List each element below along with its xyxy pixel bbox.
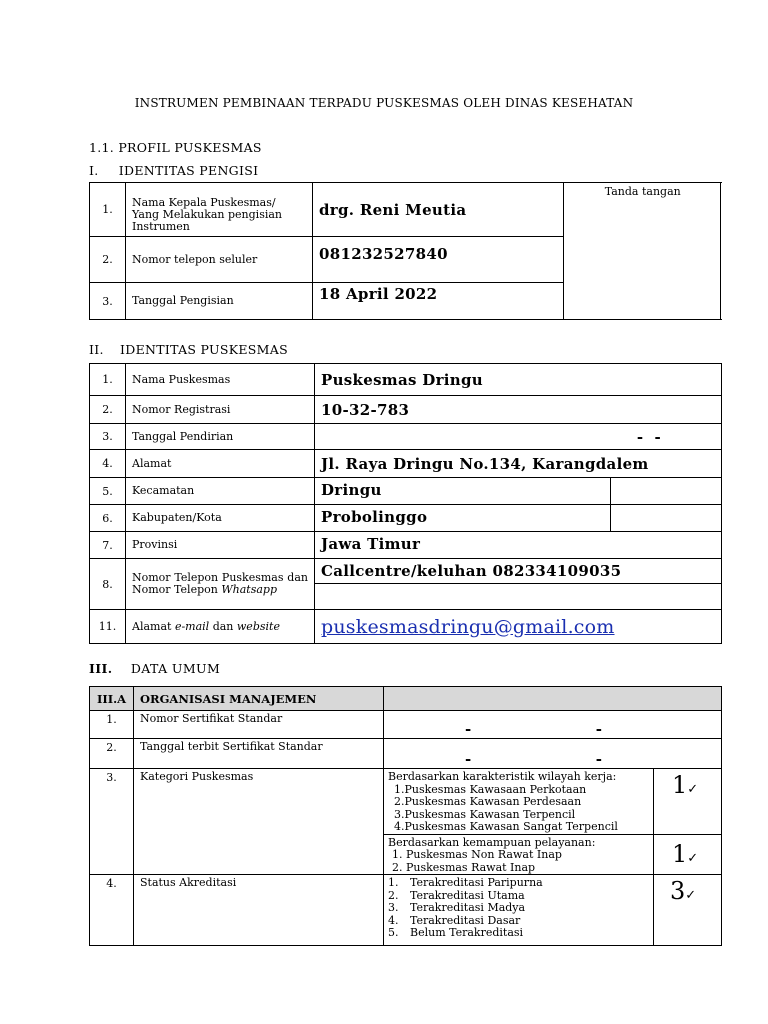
section-i-heading bbox=[89, 163, 258, 178]
mark-number: 1 bbox=[672, 771, 688, 799]
table-row bbox=[90, 183, 722, 237]
table-row bbox=[90, 875, 722, 946]
row-label: Alamat bbox=[126, 450, 315, 478]
row-number: 3. bbox=[90, 769, 134, 875]
pengisi-phone-value: 081232527840 bbox=[313, 237, 564, 283]
akreditasi-options-cell bbox=[384, 875, 654, 946]
row-number: 8. bbox=[90, 559, 126, 610]
founding-date-value: - - bbox=[315, 424, 722, 450]
kategori-wilayah-cell bbox=[384, 769, 654, 835]
row-label: Nomor telepon seluler bbox=[126, 237, 313, 283]
email-label-email: e-mail bbox=[174, 619, 210, 633]
row-label: Tanggal terbit Sertifikat Standar bbox=[134, 739, 384, 769]
section-ii-heading bbox=[89, 342, 288, 357]
table-row bbox=[90, 739, 722, 769]
document-title: INSTRUMEN PEMBINAAN TERPADU PUSKESMAS OLEH DINAS KESEHATAN bbox=[134, 96, 634, 110]
row-number: 3. bbox=[90, 424, 126, 450]
email-label-mid: dan bbox=[212, 619, 234, 633]
empty-cell bbox=[611, 478, 722, 505]
table-row bbox=[90, 559, 722, 584]
row-number: 6. bbox=[90, 505, 126, 532]
row-label: Kabupaten/Kota bbox=[126, 505, 315, 532]
section-ii-number: II. bbox=[89, 342, 104, 357]
row-number: 4. bbox=[90, 450, 126, 478]
email-cell bbox=[315, 610, 722, 644]
akreditasi-mark bbox=[654, 875, 722, 946]
section-i-number: I. bbox=[89, 163, 99, 178]
row-label: Nomor Registrasi bbox=[126, 396, 315, 424]
table-row bbox=[90, 711, 722, 739]
section-iii-heading bbox=[89, 661, 220, 676]
row-number: 2. bbox=[90, 237, 126, 283]
table-row bbox=[90, 364, 722, 396]
row-label: Tanggal Pengisian bbox=[126, 283, 313, 320]
list-item-label: Belum Terakreditasi bbox=[410, 926, 524, 939]
row-number: 2. bbox=[90, 396, 126, 424]
table-row bbox=[90, 396, 722, 424]
row-number: 11. bbox=[90, 610, 126, 644]
pengisi-date-value: 18 April 2022 bbox=[313, 283, 564, 320]
row-label bbox=[126, 559, 315, 610]
section-profile-heading: 1.1. PROFIL PUSKESMAS bbox=[89, 140, 262, 155]
list-item: 2. Puskesmas Rawat Inap bbox=[392, 860, 536, 874]
section-title: ORGANISASI MANAJEMEN bbox=[134, 687, 384, 711]
empty-cell bbox=[611, 505, 722, 532]
list-item: 1. Terakreditasi Paripurna bbox=[388, 876, 543, 889]
pengisi-name-value: drg. Reni Meutia bbox=[313, 183, 564, 237]
list-item-label: Terakreditasi Madya bbox=[410, 901, 526, 914]
kategori-pelayanan-title: Berdasarkan kemampuan pelayanan: bbox=[388, 835, 596, 849]
list-item-label: Terakreditasi Dasar bbox=[410, 913, 521, 927]
section-iii-number: III. bbox=[89, 661, 113, 676]
mark-number: 1 bbox=[672, 840, 688, 869]
row-label: Provinsi bbox=[126, 532, 315, 559]
kategori-wilayah-list bbox=[388, 784, 647, 834]
kecamatan-value: Dringu bbox=[315, 478, 611, 505]
list-item-label: Terakreditasi Utama bbox=[410, 888, 525, 902]
row-number: 3. bbox=[90, 283, 126, 320]
certificate-date-value: - - bbox=[384, 739, 722, 769]
row-number: 1. bbox=[90, 711, 134, 739]
registration-value: 10-32-783 bbox=[315, 396, 722, 424]
list-item: 1. Puskesmas Non Rawat Inap bbox=[392, 848, 562, 861]
list-item: 3.Puskesmas Kawasan Terpencil bbox=[394, 807, 576, 821]
data-umum-table bbox=[89, 686, 722, 946]
phone-value: Callcentre/keluhan 082334109035 bbox=[315, 559, 722, 584]
list-item-label: Terakreditasi Paripurna bbox=[410, 876, 543, 889]
kategori-wilayah-title: Berdasarkan karakteristik wilayah kerja: bbox=[388, 770, 617, 783]
list-item: 2. Terakreditasi Utama bbox=[388, 888, 525, 902]
kategori-pelayanan-list bbox=[388, 849, 647, 874]
kategori-pelayanan-cell bbox=[384, 834, 654, 875]
check-icon: ✓ bbox=[685, 888, 697, 903]
row-label: Tanggal Pendirian bbox=[126, 424, 315, 450]
row-number: 1. bbox=[90, 364, 126, 396]
address-value: Jl. Raya Dringu No.134, Karangdalem bbox=[315, 450, 722, 478]
row-number: 4. bbox=[90, 875, 134, 946]
header-empty bbox=[384, 687, 722, 711]
table-row bbox=[90, 450, 722, 478]
table-row bbox=[90, 505, 722, 532]
kabupaten-value: Probolinggo bbox=[315, 505, 611, 532]
identitas-pengisi-table bbox=[89, 182, 722, 320]
row-label: Kecamatan bbox=[126, 478, 315, 505]
row-label: Nama Puskesmas bbox=[126, 364, 315, 396]
row-number: 7. bbox=[90, 532, 126, 559]
list-item: 3. Terakreditasi Madya bbox=[388, 901, 526, 914]
table-row bbox=[90, 424, 722, 450]
table-row bbox=[90, 532, 722, 559]
provinsi-value: Jawa Timur bbox=[315, 532, 722, 559]
list-item: 4. Terakreditasi Dasar bbox=[388, 913, 521, 927]
phone-label: Nomor Telepon Puskesmas dan Nomor Telepon bbox=[132, 571, 308, 596]
puskesmas-name-value: Puskesmas Dringu bbox=[315, 364, 722, 396]
row-number: 5. bbox=[90, 478, 126, 505]
empty-cell bbox=[315, 584, 722, 610]
whatsapp-label: Whatsapp bbox=[221, 583, 277, 596]
list-item: 1.Puskesmas Kawasaan Perkotaan bbox=[394, 782, 587, 796]
row-label bbox=[126, 610, 315, 644]
email-link[interactable]: puskesmasdringu@gmail.com bbox=[321, 615, 615, 638]
kategori-pelayanan-mark bbox=[654, 834, 722, 875]
table-header-row bbox=[90, 687, 722, 711]
list-item: 4.Puskesmas Kawasan Sangat Terpencil bbox=[394, 820, 618, 833]
section-i-title: IDENTITAS PENGISI bbox=[118, 163, 259, 178]
row-label: Nama Kepala Puskesmas/ Yang Melakukan pengisian Instrumen bbox=[126, 183, 313, 237]
identitas-puskesmas-table bbox=[89, 363, 722, 644]
row-number: 2. bbox=[90, 739, 134, 769]
list-item: 2.Puskesmas Kawasan Perdesaan bbox=[394, 795, 582, 808]
signature-cell bbox=[564, 183, 722, 320]
table-row bbox=[90, 478, 722, 505]
mark-number: 3 bbox=[670, 877, 686, 905]
email-label-website: website bbox=[236, 619, 280, 633]
check-icon: ✓ bbox=[687, 851, 699, 867]
kategori-wilayah-mark bbox=[654, 769, 722, 835]
table-row bbox=[90, 610, 722, 644]
akreditasi-list bbox=[388, 877, 647, 940]
certificate-number-value: - - bbox=[384, 711, 722, 739]
signature-divider bbox=[720, 182, 721, 319]
row-label: Kategori Puskesmas bbox=[134, 769, 384, 875]
section-iii-title: DATA UMUM bbox=[130, 661, 221, 676]
row-number: 1. bbox=[90, 183, 126, 237]
section-code: III.A bbox=[90, 687, 134, 711]
row-label: Status Akreditasi bbox=[134, 875, 384, 946]
signature-label: Tanda tangan bbox=[604, 185, 681, 198]
row-label: Nomor Sertifikat Standar bbox=[134, 711, 384, 739]
list-item: 5. Belum Terakreditasi bbox=[388, 926, 524, 939]
check-icon: ✓ bbox=[687, 782, 699, 797]
table-row bbox=[90, 769, 722, 835]
email-label-a: Alamat bbox=[132, 619, 172, 633]
section-ii-title: IDENTITAS PUSKESMAS bbox=[120, 342, 288, 357]
